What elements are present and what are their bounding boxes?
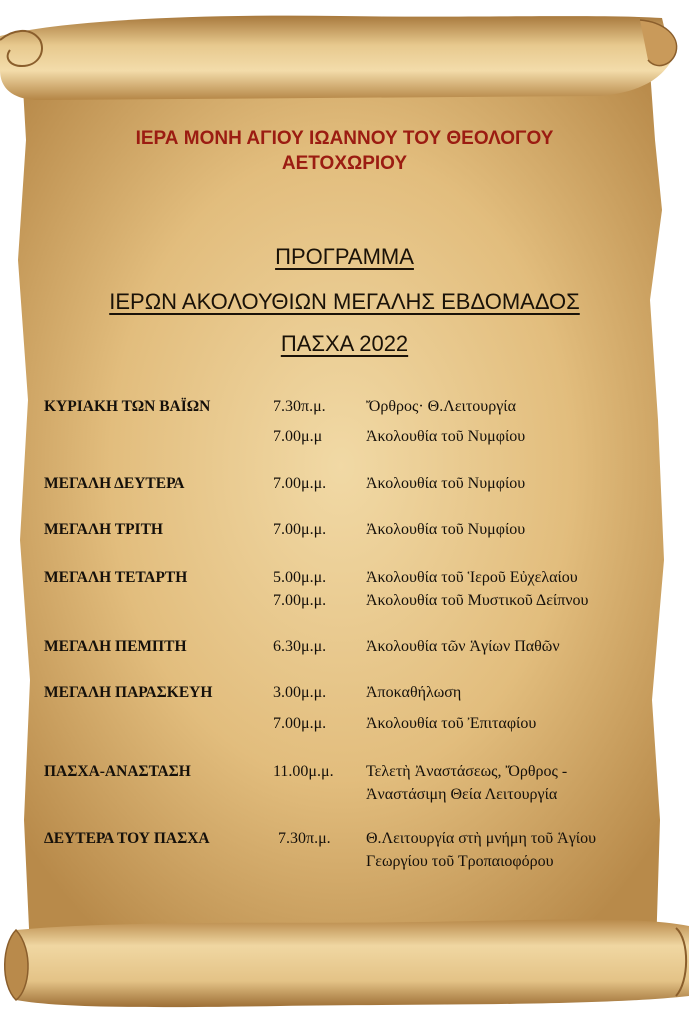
schedule-service: Ἀκολουθία τοῦ Ἐπιταφίου [366,715,537,732]
schedule-day: ΜΕΓΑΛΗ ΔΕΥΤΕΡΑ [44,475,185,492]
schedule-time: 3.00μ.μ. [273,684,327,701]
title-program: ΠΡΟΓΡΑΜΜΑ [275,244,414,269]
schedule-day: ΜΕΓΑΛΗ ΠΕΜΠΤΗ [44,638,187,655]
schedule-service: Τελετὴ Ἀναστάσεως, Ὄρθρος - [366,763,568,780]
schedule-time: 11.00μ.μ. [273,763,334,780]
title-services: ΙΕΡΩΝ ΑΚΟΛΟΥΘΙΩΝ ΜΕΓΑΛΗΣ ΕΒΔΟΜΑΔΟΣ [109,289,580,314]
title-easter-year: ΠΑΣΧΑ 2022 [280,331,409,356]
monastery-name-line2: ΑΕΤΟΧΩΡΙΟΥ [281,153,408,174]
schedule-day: ΔΕΥΤΕΡΑ ΤΟΥ ΠΑΣΧΑ [44,830,210,847]
schedule-service: Ἀκολουθία τοῦ Νυμφίου [366,475,526,492]
schedule-service: Ἀποκαθήλωση [366,684,462,701]
schedule-time: 6.30μ.μ. [273,638,327,655]
schedule-service: Ἀκολουθία τοῦ Νυμφίου [366,521,526,538]
schedule-service: Θ.Λειτουργία στὴ μνήμη τοῦ Ἁγίου [366,830,597,847]
schedule-day: ΚΥΡΙΑΚΗ ΤΩΝ ΒΑΪΩΝ [44,398,211,415]
schedule-time: 7.00μ.μ [273,428,323,445]
schedule-service-continued: Ἀναστάσιμη Θεία Λειτουργία [366,786,558,803]
schedule-time: 7.30π.μ. [273,398,326,415]
schedule-time: 7.30π.μ. [278,830,331,847]
schedule-time: 7.00μ.μ. [273,715,327,732]
schedule-day: ΜΕΓΑΛΗ ΤΕΤΑΡΤΗ [44,569,188,586]
schedule-time: 7.00μ.μ. [273,475,327,492]
subtitle-easter [0,331,689,357]
schedule-day: ΜΕΓΑΛΗ ΠΑΡΑΣΚΕΥΗ [44,684,213,701]
schedule-service: Ἀκολουθία τοῦ Ἱεροῦ Εὐχελαίου [366,569,578,586]
schedule-time: 7.00μ.μ. [273,592,327,609]
subtitle-services [0,289,689,315]
page-title [0,244,689,270]
schedule-time: 7.00μ.μ. [273,521,327,538]
schedule-service: Ἀκολουθία τοῦ Μυστικοῦ Δείπνου [366,592,589,609]
schedule-time: 5.00μ.μ. [273,569,327,586]
schedule-service: Ὄρθρος· Θ.Λειτουργία [366,398,516,415]
monastery-name-line1: ΙΕΡΑ ΜΟΝΗ ΑΓΙΟΥ ΙΩΑΝΝΟΥ ΤΟΥ ΘΕΟΛΟΓΟΥ [135,128,554,149]
schedule-service: Ἀκολουθία τοῦ Νυμφίου [366,428,526,445]
schedule-day: ΠΑΣΧΑ-ΑΝΑΣΤΑΣΗ [44,763,191,780]
schedule-service-continued: Γεωργίου τοῦ Τροπαιοφόρου [366,853,554,870]
schedule-day: ΜΕΓΑΛΗ ΤΡΙΤΗ [44,521,163,538]
schedule-service: Ἀκολουθία τῶν Ἁγίων Παθῶν [366,638,560,655]
